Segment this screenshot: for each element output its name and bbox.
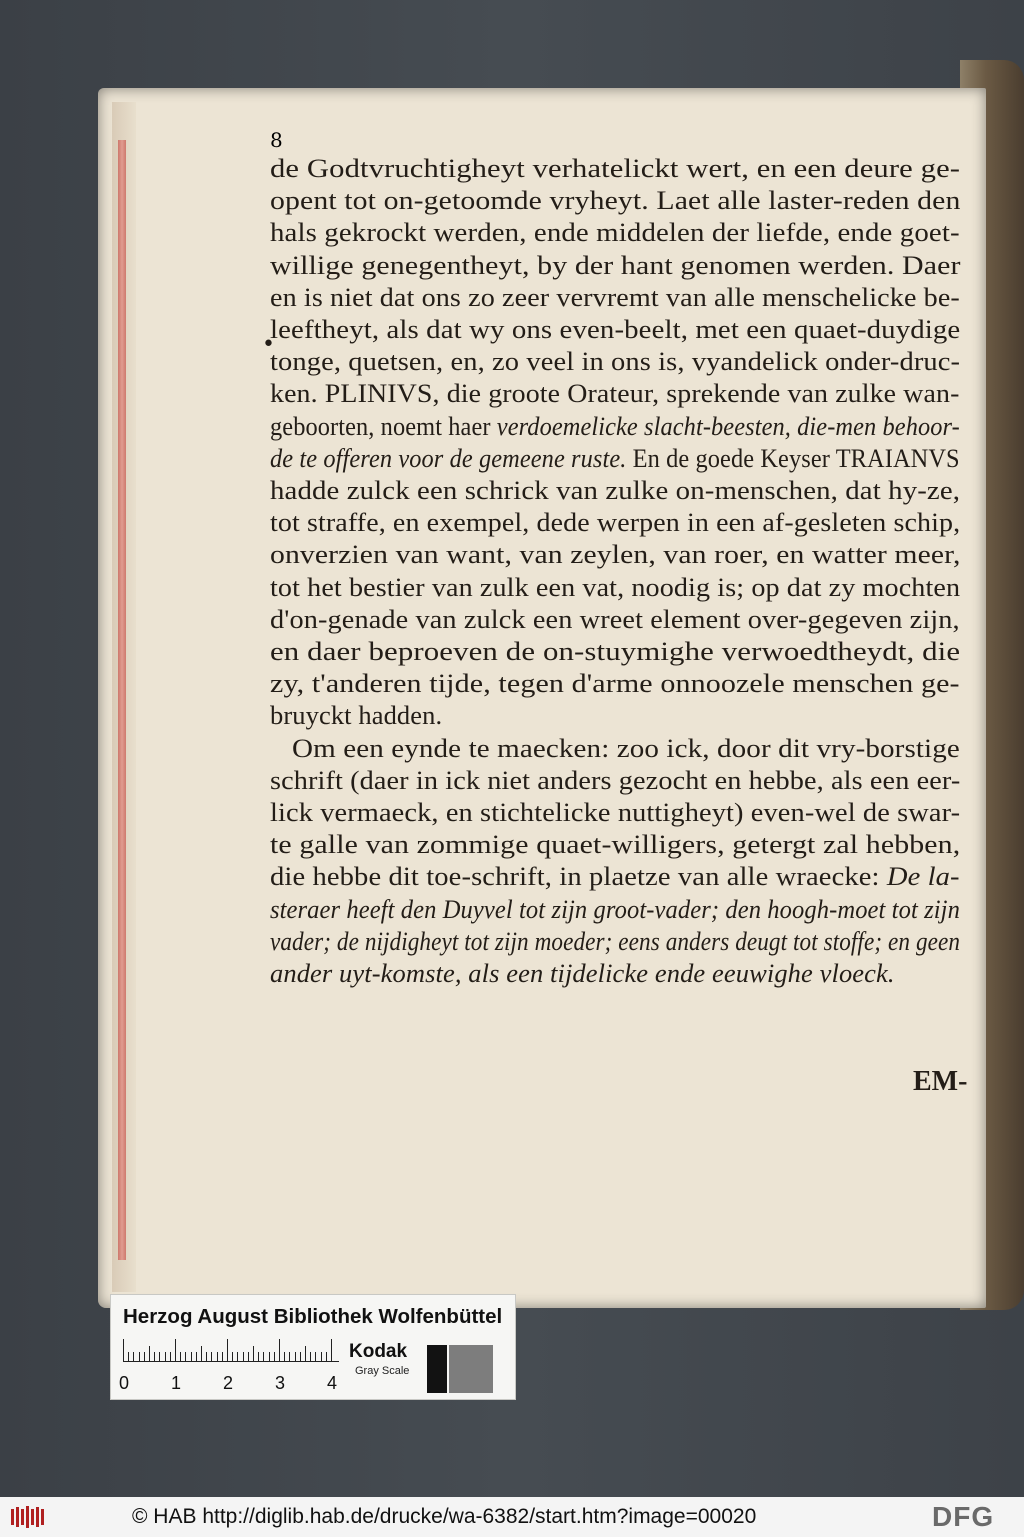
ruler-tick xyxy=(144,1352,145,1361)
text-segment: hals gekrockt werden, ende middelen der liefde, ende goet- xyxy=(270,217,960,248)
ruler-tick xyxy=(170,1352,171,1361)
text-line xyxy=(270,152,960,184)
ruler-number: 3 xyxy=(275,1373,286,1393)
text-line xyxy=(270,603,960,635)
ruler-tick xyxy=(149,1346,150,1361)
kodak-brand: Kodak xyxy=(349,1341,408,1362)
text-segment: de Godtvruchtigheyt verhatelickt wert, en een deure ge- xyxy=(270,153,961,183)
ruler-number: 2 xyxy=(223,1373,234,1393)
text-segment: tonge, quetsen, en, zo veel in ons is, vyandelick onder-druc- xyxy=(270,346,961,377)
text-segment: En de goede Keyser TRAIANVS xyxy=(626,442,960,473)
ruler-tick xyxy=(211,1352,212,1361)
text-line xyxy=(270,281,960,313)
ruler-tick xyxy=(237,1352,238,1361)
measurement-ruler xyxy=(123,1339,339,1362)
ruler-tick xyxy=(185,1352,186,1361)
ruler-tick xyxy=(222,1352,223,1361)
ruler-tick xyxy=(310,1352,311,1361)
gray-scale-label: Gray Scale xyxy=(355,1365,410,1377)
text-line xyxy=(270,474,960,506)
ruler-tick xyxy=(326,1352,327,1361)
text-segment: steraer heeft den Duyvel tot zijn groot-vader; den hoogh-moet tot zijn xyxy=(270,893,960,924)
ruler-tick xyxy=(263,1352,264,1361)
ruler-tick xyxy=(191,1352,192,1361)
ruler-tick xyxy=(133,1352,134,1361)
text-segment: d'on-genade van zulck een wreet element over-gegeven zijn, xyxy=(270,603,960,634)
ruler-tick xyxy=(284,1352,285,1361)
text-line xyxy=(270,796,960,828)
ruler-tick xyxy=(154,1352,155,1361)
ruler-tick xyxy=(248,1352,249,1361)
text-line xyxy=(270,249,961,281)
black-swatch xyxy=(427,1345,447,1393)
ruler-tick xyxy=(227,1339,228,1361)
text-line xyxy=(270,925,960,957)
text-line xyxy=(270,506,960,538)
text-line xyxy=(270,764,960,796)
ruler-number: 4 xyxy=(327,1373,338,1393)
text-segment: te galle van zommige quaet-willigers, getergt zal hebben, xyxy=(270,829,961,860)
text-segment: vader; de nijdigheyt tot zijn moeder; eens anders deugt tot stoffe; en geen xyxy=(270,925,961,956)
ruler-tick xyxy=(289,1352,290,1361)
text-segment: verdoemelicke slacht-beesten, die-men behoor- xyxy=(496,410,960,441)
library-label-card xyxy=(110,1294,516,1400)
text-line xyxy=(270,216,960,248)
ruler-tick xyxy=(175,1339,176,1361)
copyright-url[interactable]: © HAB http://diglib.hab.de/drucke/wa-6382/start.htm?image=00020 xyxy=(132,1505,757,1528)
ruler-tick xyxy=(159,1352,160,1361)
dfg-logo: DFG xyxy=(932,1501,995,1532)
text-segment: bruyckt hadden. xyxy=(270,700,443,731)
text-segment: ander uyt-komste, als een tijdelicke ende eeuwighe vloeck. xyxy=(270,958,895,988)
text-segment: tot het bestier van zulk een vat, noodig is; op dat zy mochten xyxy=(270,571,961,602)
ruler-tick xyxy=(123,1339,124,1361)
text-segment: schrift (daer in ick niet anders gezocht en hebbe, als een eer- xyxy=(270,764,961,795)
ruler-tick xyxy=(217,1352,218,1361)
text-segment: lick vermaeck, en stichtelicke nuttigheyt) even-wel de swar- xyxy=(270,797,961,827)
footer-bar xyxy=(0,1497,1024,1537)
ruler-tick xyxy=(331,1339,332,1361)
text-line xyxy=(270,699,442,731)
ruler-tick xyxy=(305,1346,306,1361)
ruler-tick xyxy=(206,1352,207,1361)
text-line xyxy=(292,732,960,764)
text-line xyxy=(270,893,960,925)
ruler-number: 0 xyxy=(119,1373,130,1393)
text-line xyxy=(270,442,960,474)
ruler-tick xyxy=(165,1352,166,1361)
text-segment: de te offeren voor de gemeene ruste. xyxy=(270,442,627,473)
text-line xyxy=(270,860,960,892)
text-line xyxy=(270,184,960,216)
text-line xyxy=(270,828,960,860)
ruler-tick xyxy=(258,1352,259,1361)
ruler-tick xyxy=(196,1352,197,1361)
ruler-tick xyxy=(300,1352,301,1361)
text-line xyxy=(270,538,961,570)
text-segment: leeftheyt, als dat wy ons even-beelt, met een quaet-duydige xyxy=(270,314,961,344)
library-name: Herzog August Bibliothek Wolfenbüttel xyxy=(123,1305,503,1328)
text-segment: willige genegentheyt, by der hant genomen werden. Daer xyxy=(270,249,961,280)
text-segment: tot straffe, en exempel, dede werpen in een af-gesleten schip, xyxy=(270,507,961,538)
text-line xyxy=(270,377,959,409)
text-segment: onverzien van want, van zeylen, van roer, en watter meer, xyxy=(270,539,961,570)
text-segment: ken. PLINIVS, die groote Orateur, sprekende van zulke wan- xyxy=(270,378,960,409)
text-line xyxy=(270,410,960,442)
ruler-tick xyxy=(295,1352,296,1361)
page-number: 8 xyxy=(270,128,283,152)
text-line xyxy=(270,957,895,989)
marginal-mark: • xyxy=(262,332,275,357)
ruler-tick xyxy=(279,1339,280,1361)
ruler-tick xyxy=(232,1352,233,1361)
text-segment: hadde zulck een schrick van zulke on-menschen, dat hy-ze, xyxy=(270,475,961,505)
text-segment: De la- xyxy=(886,861,960,892)
ruler-tick xyxy=(128,1352,129,1361)
text-segment: Om een eynde te maecken: zoo ick, door dit vry-borstige xyxy=(292,732,960,763)
catchword: EM- xyxy=(913,1066,968,1097)
ruler-tick xyxy=(253,1346,254,1361)
red-edge-stain xyxy=(118,140,126,1260)
text-segment: opent tot on-getoomde vryheyt. Laet alle laster-reden den xyxy=(270,185,961,216)
text-segment: en is niet dat ons zo zeer vervremt van alle menschelicke be- xyxy=(270,281,960,312)
text-line xyxy=(270,667,960,699)
ruler-tick xyxy=(139,1352,140,1361)
text-segment: en daer beproeven de on-stuymighe verwoedtheydt, die xyxy=(270,636,961,666)
text-line xyxy=(270,345,960,377)
text-line xyxy=(270,313,960,345)
ruler-tick xyxy=(243,1352,244,1361)
text-segment: die hebbe dit toe-schrift, in plaetze van alle wraecke: xyxy=(270,861,887,892)
text-line xyxy=(270,635,960,667)
ruler-number: 1 xyxy=(171,1373,182,1393)
ruler-tick xyxy=(269,1352,270,1361)
text-segment: geboorten, noemt haer xyxy=(270,410,497,441)
ruler-tick xyxy=(201,1346,202,1361)
ruler-tick xyxy=(274,1352,275,1361)
text-segment: zy, t'anderen tijde, tegen d'arme onnoozele menschen ge- xyxy=(270,668,960,699)
ruler-tick xyxy=(315,1352,316,1361)
text-line xyxy=(270,571,960,603)
hab-logo-icon xyxy=(10,1505,46,1529)
gray-swatch xyxy=(449,1345,493,1393)
ruler-tick xyxy=(180,1352,181,1361)
ruler-tick xyxy=(321,1352,322,1361)
